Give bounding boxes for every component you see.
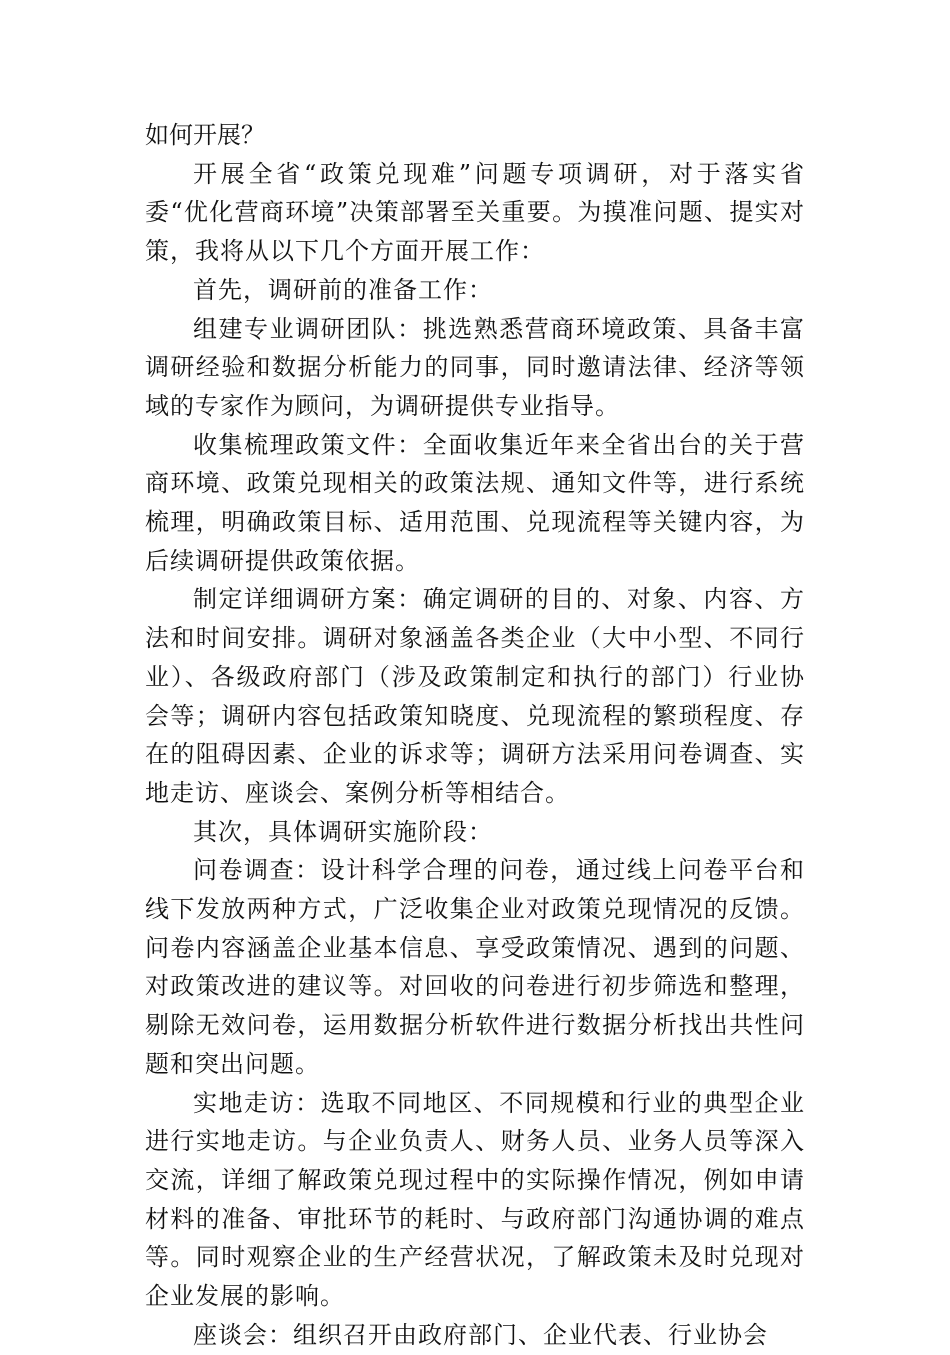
- paragraph-questionnaire: 问卷调查：设计科学合理的问卷，通过线上问卷平台和线下发放两种方式，广泛收集企业对政策兑现情况的反馈。问卷内容涵盖企业基本信息、享受政策情况、遇到的问题、对政策改进的建议等。对回收的问卷进行初步筛选和整理，剔除无效问卷，运用数据分析软件进行数据分析找出共性问题和突出问题。: [145, 856, 805, 1078]
- paragraph-symposium: 座谈会：组织召开由政府部门、企业代表、行业协会: [193, 1320, 768, 1349]
- paragraph-research-plan: 制定详细调研方案：确定调研的目的、对象、内容、方法和时间安排。调研对象涵盖各类企业（大中小型、不同行业）、各级政府部门（涉及政策制定和执行的部门）行业协会等；调研内容包括政策知晓度、兑现流程的繁琐程度、存在的阻碍因素、企业的诉求等；调研方法采用问卷调查、实地走访、座谈会、案例分析等相结合。: [145, 585, 805, 807]
- paragraph-second-step: 其次，具体调研实施阶段：: [193, 817, 493, 846]
- paragraph-first-step: 首先，调研前的准备工作：: [193, 275, 493, 304]
- paragraph-build-team: 组建专业调研团队：挑选熟悉营商环境政策、具备丰富调研经验和数据分析能力的同事，同时邀请法律、经济等领域的专家作为顾问，为调研提供专业指导。: [145, 314, 805, 420]
- section-heading: 如何开展？: [145, 121, 265, 149]
- paragraph-intro: 开展全省“政策兑现难”问题专项调研，对于落实省委“优化营商环境”决策部署至关重要。为摸准问题、提实对策，我将从以下几个方面开展工作：: [145, 159, 805, 266]
- paragraph-site-visits: 实地走访：选取不同地区、不同规模和行业的典型企业进行实地走访。与企业负责人、财务人员、业务人员等深入交流，详细了解政策兑现过程中的实际操作情况，例如申请材料的准备、审批环节的耗时、与政府部门沟通协调的难点等。同时观察企业的生产经营状况，了解政策未及时兑现对企业发展的影响。: [145, 1088, 805, 1311]
- document-body: [145, 116, 805, 1355]
- paragraph-collect-policies: 收集梳理政策文件：全面收集近年来全省出台的关于营商环境、政策兑现相关的政策法规、通知文件等，进行系统梳理，明确政策目标、适用范围、兑现流程等关键内容，为后续调研提供政策依据。: [145, 430, 805, 575]
